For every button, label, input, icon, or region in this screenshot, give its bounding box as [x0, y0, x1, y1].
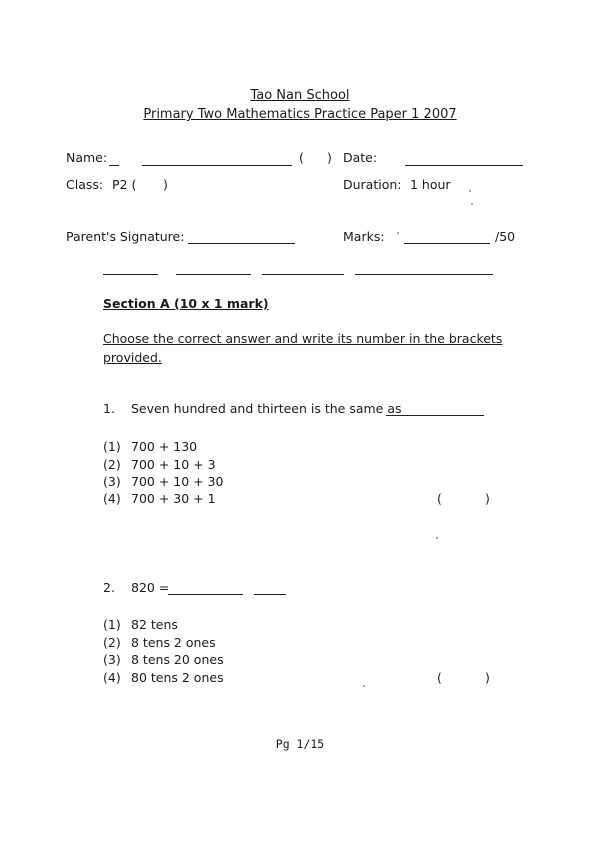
option-label: (2)	[103, 635, 121, 650]
date-line	[405, 165, 523, 166]
marks-line	[404, 243, 490, 244]
option-text: 8 tens 2 ones	[131, 635, 216, 650]
scan-speck	[471, 203, 473, 205]
instruction-line-2: provided.	[103, 350, 162, 365]
option-label: (3)	[103, 474, 121, 489]
paper-title	[0, 107, 600, 122]
scan-speck	[397, 232, 399, 234]
option-text: 700 + 130	[131, 439, 198, 454]
option-text: 700 + 30 + 1	[131, 491, 216, 506]
answer-bracket-close: )	[485, 670, 490, 685]
name-line-short	[109, 165, 119, 166]
name-bracket-open: (	[299, 150, 304, 165]
option-text: 82 tens	[131, 617, 178, 632]
date-label: Date:	[343, 150, 378, 165]
separator-seg-3	[262, 274, 344, 275]
scan-speck	[363, 685, 365, 687]
separator-seg-2	[176, 274, 251, 275]
duration-value: 1 hour	[410, 177, 451, 192]
marks-label: Marks:	[343, 229, 385, 244]
option-text: 700 + 10 + 30	[131, 474, 224, 489]
option-text: 700 + 10 + 3	[131, 457, 216, 472]
answer-blank-2	[254, 594, 286, 595]
option-label: (1)	[103, 617, 121, 632]
option-label: (1)	[103, 439, 121, 454]
separator-seg-1	[103, 274, 158, 275]
name-bracket-close: )	[327, 150, 332, 165]
instruction-line-1: Choose the correct answer and write its number in the brackets	[103, 331, 503, 346]
duration-label: Duration:	[343, 177, 402, 192]
question-text: Seven hundred and thirteen is the same as	[131, 401, 402, 416]
answer-bracket-open: (	[437, 491, 442, 506]
paper-title-text: Primary Two Mathematics Practice Paper 1 2007	[143, 107, 457, 122]
name-line	[142, 165, 292, 166]
marks-total: /50	[495, 229, 516, 244]
option-label: (3)	[103, 652, 121, 667]
question-number: 2.	[103, 580, 115, 595]
answer-blank	[386, 415, 484, 416]
scan-speck	[469, 190, 471, 192]
parent-signature-label: Parent's Signature:	[66, 229, 185, 244]
option-text: 8 tens 20 ones	[131, 652, 224, 667]
school-name-text: Tao Nan School	[250, 88, 350, 103]
page-number: Pg 1/15	[275, 737, 325, 751]
answer-blank	[168, 594, 243, 595]
option-label: (4)	[103, 670, 121, 685]
section-title: Section A (10 x 1 mark)	[103, 296, 269, 311]
school-name	[0, 88, 600, 103]
separator-seg-4	[355, 274, 493, 275]
option-label: (4)	[103, 491, 121, 506]
class-bracket-close: )	[163, 177, 168, 192]
class-label: Class:	[66, 177, 104, 192]
scan-speck	[436, 537, 438, 539]
option-text: 80 tens 2 ones	[131, 670, 224, 685]
option-label: (2)	[103, 457, 121, 472]
question-text: 820 =	[131, 580, 170, 595]
answer-bracket-close: )	[485, 491, 490, 506]
name-label: Name:	[66, 150, 108, 165]
question-number: 1.	[103, 401, 115, 416]
class-value: P2 (	[112, 177, 137, 192]
answer-bracket-open: (	[437, 670, 442, 685]
signature-line	[188, 243, 295, 244]
